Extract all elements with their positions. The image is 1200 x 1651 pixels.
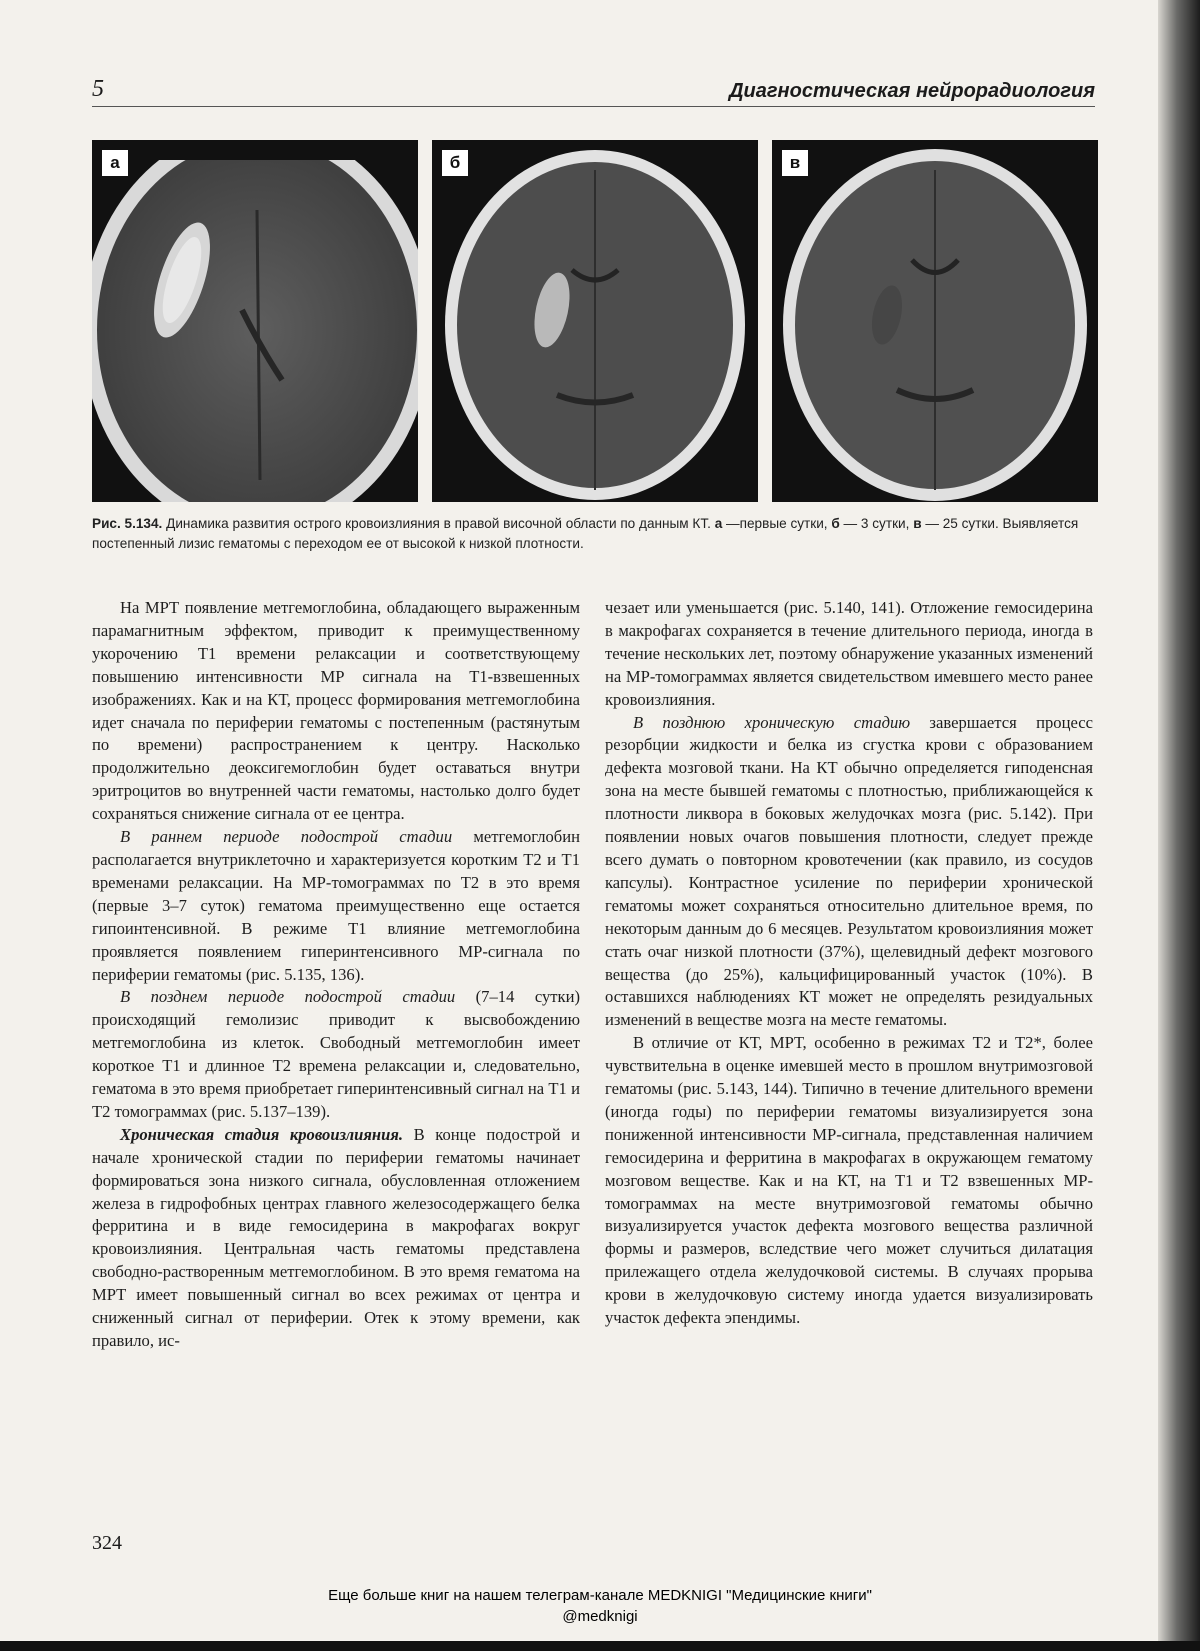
paragraph	[92, 986, 580, 1123]
panel-label-v: в	[782, 150, 808, 176]
ct-image-panel-v	[772, 140, 1098, 502]
caption-text-a: —первые сутки,	[722, 516, 832, 531]
paragraph	[92, 1124, 580, 1353]
paragraph: чезает или уменьшается (рис. 5.140, 141). Отложение гемосидерина в макрофагах сохраняется в течение длительного периода, иногда в течение нескольких лет, поэтому обнаружение указанных изменений на МР-томограммах является свидетельством имевшего место ранее кровоизлияния.	[605, 598, 1093, 709]
caption-label-a: а	[714, 516, 723, 531]
ct-scan-image-v	[772, 140, 1098, 502]
panel-label-b: б	[442, 150, 468, 176]
footer-handle: @medknigi	[562, 1608, 638, 1625]
chapter-number: 5	[92, 76, 104, 102]
italic-heading: В позднюю хроническую стадию	[633, 712, 911, 732]
caption-text-b: — 3 сутки,	[839, 516, 914, 531]
paragraph-text: В конце подострой и начале хронической стадии по периферии гематомы начинает формироваться зона низкого сигнала, обусловленная отложением железа в гидрофобных центрах главного железосодержащего белка ферритина и в виде гемосидерина в макрофагах вокруг кровоизлияния. Центральная часть гематомы представлена свободно-растворенным метгемоглобином. В это время гематома на МРТ имеет повышенный сигнал во всех режимах от центра и сниженный сигнал от периферии. Отек к этому времени, как правило, ис-	[92, 1124, 580, 1350]
ct-scan-image-b	[432, 140, 758, 502]
italic-heading: В позднем периоде подострой стадии	[120, 987, 456, 1007]
paragraph: На МРТ появление метгемоглобина, обладающего выраженным парамагнитным эффектом, приводит к преимущественному укорочению Т1 времени релаксации и соответствующему повышению интенсивности МР сигнала на Т1-взвешенных изображениях. Как и на КТ, процесс формирования метгемоглобина идет сначала по периферии гематомы с постепенным (растянутым по времени) распространением к центру. Насколько продолжительно деоксигемоглобин будет оставаться внутри эритроцитов во внутренней части гематомы, настолько долго будет сохраняться снижение сигнала от ее центра.	[92, 598, 580, 824]
caption-label-b: б	[831, 516, 840, 531]
paragraph-text: завершается процесс резорбции жидкости и белка из сгустка крови с образованием дефекта мозговой ткани. На КТ обычно определяется гиподенсная зона на месте бывшей гематомы с плотностью, приближающейся к плотности ликвора в боковых желудочках мозга (рис. 5.142). При появлении новых очагов повышения плотности, следует прежде всего думать о повторном кровотечении (как правило, из сосудов капсулы). Контрастное усиление по периферии хронической гематомы может сохраняться относительно длительное время, по некоторым данным до 6 месяцев. Результатом кровоизлияния может стать очаг низкой плотности (37%), щелевидный дефект мозгового вещества (до 25%), кальцифицированный участок (10%). В оставшихся наблюдениях КТ может не определять резидуальных изменений в веществе мозга на месте гематомы.	[605, 712, 1093, 1030]
paragraph	[605, 712, 1093, 1033]
page-number: 324	[92, 1532, 122, 1554]
caption-text: Динамика развития острого кровоизлияния в правой височной области по данным КТ.	[162, 516, 715, 531]
page-header	[92, 76, 1095, 107]
ct-image-panel-a	[92, 140, 418, 502]
paragraph	[92, 826, 580, 986]
figure-ct-series	[92, 140, 1098, 502]
footer-note	[0, 1585, 1200, 1627]
figure-reference: Рис. 5.134.	[92, 516, 163, 531]
bold-italic-heading: Хроническая стадия кровоизлияния.	[120, 1124, 404, 1144]
caption-label-v: в	[913, 516, 922, 531]
text-column-right	[605, 597, 1093, 1330]
scan-edge-shadow	[1158, 0, 1200, 1651]
figure-caption	[92, 514, 1098, 554]
paragraph: В отличие от КТ, МРТ, особенно в режимах Т2 и Т2*, более чувствительна в оценке имевшей место в прошлом внутримозговой гематомы (рис. 5.143, 144). Типично в течение длительного времени (иногда годы) по периферии гематомы визуализируется зона пониженной интенсивности МР-сигнала, представленная наличием гемосидерина и ферритина в макрофагах в окружающем гематому мозговом веществе. Как и на КТ, на Т1 и Т2 взвешенных МР-томограммах на месте внутримозговой гематомы обычно визуализируется участок дефекта мозгового вещества различной формы и размеров, вследствие чего может случиться дилатация прилежащего отдела желудочковой системы. В случаях прорыва крови в желудочковую систему иногда удается визуализировать участок дефекта эпендимы.	[605, 1033, 1093, 1328]
italic-heading: В раннем периоде подострой стадии	[120, 827, 453, 847]
running-title: Диагностическая нейрорадиология	[729, 80, 1095, 102]
paragraph-text: (7–14 сутки) происходящий гемолизис приводит к высвобождению метгемоглобина из клеток. Свободный метгемоглобин имеет короткое Т1 и длинное Т2 времена релаксации и, следовательно, гематома в это время приобретает гиперинтенсивный сигнал на Т1 и Т2 томограммах (рис. 5.137–139).	[92, 987, 580, 1121]
text-column-left	[92, 597, 580, 1353]
scan-bottom-edge	[0, 1641, 1200, 1651]
ct-image-panel-b	[432, 140, 758, 502]
panel-label-a: а	[102, 150, 128, 176]
footer-line: Еще больше книг на нашем телеграм-канале MEDKNIGI "Медицинские книги"	[328, 1587, 872, 1604]
ct-scan-image-a	[92, 140, 418, 502]
paragraph-text: метгемоглобин располагается внутриклеточно и характеризуется коротким Т2 и Т1 временами релаксации. На МР-томограммах по Т2 в это время (первые 3–7 суток) гематома преимущественно еще остается гипоинтенсивной. В режиме Т1 влияние метгемоглобина проявляется появлением гиперинтенсивного МР-сигнала по периферии гематомы (рис. 5.135, 136).	[92, 827, 580, 984]
caption-text-v: — 25 сутки. Выявляется постепенный лизис гематомы с переходом ее от высокой к низкой плотности.	[92, 516, 1079, 551]
